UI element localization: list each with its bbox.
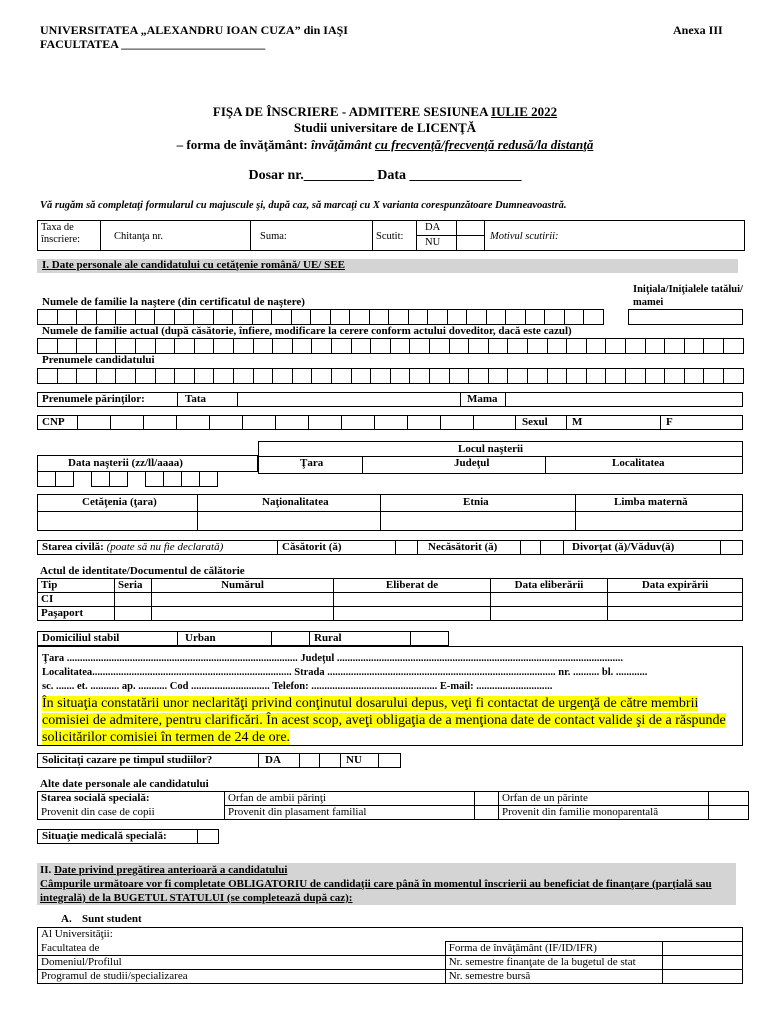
birth-surname-label: Numele de familie la naştere (din certificatul de naştere)	[42, 296, 305, 308]
letter-box[interactable]	[507, 368, 528, 384]
section-1-title: I. Date personale ale candidatului cu cetăţenie română/ UE/ SEE	[42, 259, 345, 271]
letter-box[interactable]	[37, 309, 58, 325]
letter-box[interactable]	[253, 338, 274, 354]
letter-box[interactable]	[466, 309, 487, 325]
letter-box[interactable]	[547, 368, 568, 384]
letter-box[interactable]	[96, 338, 117, 354]
annex-label: Anexa III	[673, 23, 723, 37]
mother-field[interactable]	[506, 393, 742, 406]
letter-box[interactable]	[349, 309, 370, 325]
letter-box[interactable]	[272, 368, 293, 384]
id-header-type: Tip	[38, 579, 115, 593]
letter-box[interactable]	[525, 309, 546, 325]
parents-label: Prenumele părinţilor:	[42, 393, 145, 405]
cnp-digit-divider	[308, 415, 309, 430]
cnp-digit-divider	[275, 415, 276, 430]
letter-box[interactable]	[174, 368, 195, 384]
receipt-label: Chitanţa nr.	[114, 231, 163, 242]
housing-yes-label: DA	[265, 754, 281, 766]
letter-box[interactable]	[488, 368, 509, 384]
letter-box[interactable]	[292, 338, 313, 354]
letter-box[interactable]	[723, 368, 744, 384]
letter-box[interactable]	[213, 309, 234, 325]
letter-box[interactable]	[311, 368, 332, 384]
id-header-issuer: Eliberat de	[334, 579, 491, 593]
orphan-both-label: Orfan de ambii părinţi	[225, 792, 475, 806]
letter-box[interactable]	[253, 368, 274, 384]
medical-label: Situaţie medicală specială:	[42, 830, 167, 842]
single-parent-label: Provenit din familie monoparentală	[499, 806, 709, 820]
letter-box[interactable]	[233, 338, 254, 354]
letter-box[interactable]	[664, 368, 685, 384]
letter-box[interactable]	[564, 309, 585, 325]
dosar-line: Dosar nr.__________ Data ________________	[248, 168, 522, 183]
cnp-digit-divider	[440, 415, 441, 430]
exempt-reason-label: Motivul scutirii:	[490, 231, 559, 242]
domicile-label: Domiciliul stabil	[42, 632, 120, 644]
ethnicity-label: Etnia	[463, 496, 489, 508]
letter-box[interactable]	[468, 368, 489, 384]
page-title	[0, 104, 770, 119]
id-cell[interactable]	[152, 593, 334, 607]
id-cell[interactable]	[115, 593, 152, 607]
letter-box[interactable]	[605, 338, 626, 354]
id-cell[interactable]	[608, 593, 743, 607]
letter-box[interactable]	[272, 338, 293, 354]
faculty-line: FACULTATEA ________________________	[40, 37, 266, 51]
letter-box[interactable]	[566, 338, 587, 354]
letter-box[interactable]	[370, 338, 391, 354]
letter-box[interactable]	[271, 309, 292, 325]
other-data-label: Alte date personale ale candidatului	[40, 778, 209, 790]
section-2-title: Date privind pregătirea anterioară a candidatului	[54, 864, 288, 876]
letter-box[interactable]	[135, 309, 156, 325]
single-label: Necăsătorit (ă)	[428, 541, 498, 553]
birth-country-label: Ţara	[300, 457, 324, 469]
citizenship-label: Cetăţenia (ţara)	[82, 496, 157, 508]
sub-a-title: Sunt student	[82, 913, 142, 925]
orphan-one-label: Orfan de un părinte	[499, 792, 709, 806]
social-status-table	[37, 791, 749, 820]
university-name: UNIVERSITATEA „ALEXANDRU IOAN CUZA” din IAŞI	[40, 23, 348, 37]
cnp-digit-divider	[407, 415, 408, 430]
letter-box[interactable]	[194, 368, 215, 384]
exempt-yes-checkbox[interactable]	[459, 223, 481, 234]
letter-box[interactable]	[388, 309, 409, 325]
exempt-no-checkbox[interactable]	[459, 237, 481, 249]
funded-semesters-label: Nr. semestre finanţate de la bugetul de stat	[445, 956, 662, 970]
letter-box[interactable]	[96, 309, 117, 325]
letter-box[interactable]	[76, 309, 97, 325]
section-2-instructions: Câmpurile următoare vor fi completate OBLIGATORIU de candidaţii care până în momentul înscrierii au beneficiat de finanţare (parţială sau integrală) de la BUGETUL STATULUI (se completează după caz):	[40, 878, 712, 904]
letter-box[interactable]	[311, 338, 332, 354]
letter-box[interactable]	[507, 338, 528, 354]
study-form	[0, 137, 770, 152]
id-doc-table	[37, 578, 743, 621]
letter-box[interactable]	[703, 368, 724, 384]
letter-box[interactable]	[468, 338, 489, 354]
letter-box[interactable]	[115, 368, 136, 384]
id-cell[interactable]	[152, 607, 334, 621]
letter-box[interactable]	[684, 368, 705, 384]
foster-label: Provenit din plasament familial	[225, 806, 475, 820]
orphan-both-checkbox[interactable]	[475, 792, 499, 806]
study-form-field-label: Forma de învăţământ (IF/ID/IFR)	[445, 942, 662, 956]
letter-box[interactable]	[625, 368, 646, 384]
nationality-label: Naţionalitatea	[262, 496, 329, 508]
housing-yes-checkbox[interactable]	[300, 754, 318, 767]
date-digit-box[interactable]	[37, 471, 56, 487]
mother-tongue-label: Limba maternă	[614, 496, 688, 508]
letter-box[interactable]	[330, 309, 351, 325]
section-1-header	[37, 259, 738, 273]
father-field[interactable]	[238, 393, 459, 406]
letter-box[interactable]	[37, 338, 58, 354]
letter-box[interactable]	[76, 368, 97, 384]
contact-notice-text: În situaţia constatării unor neclarităţi privind conţinutul dosarului depus, veţi fi contactat de urgenţă de către membrii comisiei de admitere, pentru clarificări. În acest scop, aveţi obligaţia de a menţiona date de contact valide şi de a răspunde solicitărilor comisiei în termen de 24 de ore.	[42, 696, 726, 745]
id-cell[interactable]	[334, 607, 491, 621]
fee-label: Taxa de înscriere:	[41, 222, 81, 245]
letter-box[interactable]	[605, 368, 626, 384]
letter-box[interactable]	[586, 368, 607, 384]
date-digit-box[interactable]	[55, 471, 74, 487]
session-date: IULIE 2022	[491, 104, 558, 119]
instructions: Vă rugăm să completaţi formularul cu majuscule şi, după caz, să marcaţi cu X varianta corespunzătoare Dumneavoastră.	[40, 200, 567, 211]
scholarship-semesters-field[interactable]	[662, 970, 742, 984]
cnp-sex-divider	[515, 415, 516, 430]
letter-box[interactable]	[291, 309, 312, 325]
married-label: Căsătorit (ă)	[282, 541, 342, 553]
urban-label: Urban	[185, 632, 216, 644]
date-digit-box[interactable]	[91, 471, 110, 487]
child-home-label: Provenit din case de copii	[38, 806, 225, 820]
cnp-label: CNP	[42, 416, 65, 428]
letter-box[interactable]	[194, 338, 215, 354]
id-cell[interactable]	[491, 607, 608, 621]
id-header-issue-date: Data eliberării	[491, 579, 608, 593]
housing-label: Solicitaţi cazare pe timpul studiilor?	[42, 754, 213, 766]
faculty-field[interactable]: Facultatea de	[38, 942, 446, 956]
letter-box[interactable]	[409, 368, 430, 384]
divorced-label: Divorţat (ă)/Văduv(ă)	[572, 541, 675, 553]
housing-no-checkbox[interactable]	[379, 754, 400, 767]
subtitle: Studii universitare de LICENŢĂ	[293, 120, 477, 135]
letter-box[interactable]	[684, 338, 705, 354]
date-digit-box[interactable]	[199, 471, 218, 487]
program-field[interactable]: Programul de studii/specializarea	[38, 970, 446, 984]
letter-box[interactable]	[449, 368, 470, 384]
letter-box[interactable]	[390, 368, 411, 384]
cnp-digit-divider	[341, 415, 342, 430]
urban-checkbox[interactable]	[272, 632, 308, 645]
cnp-digit-divider	[77, 415, 78, 430]
study-form-field[interactable]	[662, 942, 742, 956]
letter-box[interactable]	[703, 338, 724, 354]
exempt-yes-label: DA	[425, 222, 441, 233]
domain-field[interactable]: Domeniul/Profilul	[38, 956, 446, 970]
cnp-digit-divider	[473, 415, 474, 430]
letter-box[interactable]	[645, 368, 666, 384]
letter-box[interactable]	[527, 338, 548, 354]
letter-box[interactable]	[429, 368, 450, 384]
cnp-digit-divider	[242, 415, 243, 430]
civil-status-text: Starea civilă:	[42, 541, 107, 553]
address-line-3[interactable]: sc. ....... et. ........... ap. ........... Cod .............................. Telefon: ................................................ E-mail: .............................	[42, 681, 553, 692]
cnp-digit-divider	[143, 415, 144, 430]
university-field[interactable]: Al Universităţii:	[38, 928, 743, 942]
letter-box[interactable]	[586, 338, 607, 354]
cnp-sex-divider	[566, 415, 567, 430]
letter-box[interactable]	[252, 309, 273, 325]
letter-box[interactable]	[37, 368, 58, 384]
sub-a-letter: A.	[61, 913, 72, 925]
study-form-options: cu frecvenţă/frecvenţă redusă/la distanţă	[374, 137, 594, 152]
date-digit-box[interactable]	[163, 471, 182, 487]
child-home-checkbox[interactable]	[206, 791, 226, 806]
date-digit-box[interactable]	[181, 471, 200, 487]
letter-box[interactable]	[547, 338, 568, 354]
sex-f-label: F	[666, 416, 673, 428]
divorced-checkbox[interactable]	[721, 541, 742, 554]
letter-box[interactable]	[664, 338, 685, 354]
id-cell[interactable]	[334, 593, 491, 607]
civil-status-label	[42, 541, 223, 554]
single-parent-checkbox[interactable]	[709, 806, 749, 820]
letter-box[interactable]	[115, 309, 136, 325]
letter-box[interactable]	[449, 338, 470, 354]
letter-box[interactable]	[625, 338, 646, 354]
birth-county-label: Judeţul	[454, 457, 490, 469]
letter-box[interactable]	[331, 338, 352, 354]
father-label: Tata	[185, 393, 206, 405]
id-header-expiry-date: Data expirării	[608, 579, 743, 593]
orphan-one-checkbox[interactable]	[709, 792, 749, 806]
current-surname-label: Numele de familie actual (după căsătorie, înfiere, modificare la cerere conform actului doveditor, dacă este cazul)	[42, 325, 572, 337]
sex-m-label: M	[572, 416, 583, 428]
letter-box[interactable]	[645, 338, 666, 354]
letter-box[interactable]	[427, 309, 448, 325]
cnp-sex-divider	[660, 415, 661, 430]
letter-box[interactable]	[232, 309, 253, 325]
letter-box[interactable]	[135, 338, 156, 354]
birth-place-label: Locul naşterii	[458, 443, 524, 455]
rural-label: Rural	[314, 632, 342, 644]
letter-box[interactable]	[544, 309, 565, 325]
contact-notice	[42, 695, 732, 746]
address-line-2[interactable]: Localitatea............................................................................ Strada ....................................................................................... nr. .......... bl. ............	[42, 667, 648, 678]
letter-box[interactable]	[488, 338, 509, 354]
letter-box[interactable]	[486, 309, 507, 325]
letter-box[interactable]	[96, 368, 117, 384]
address-line-1[interactable]: Ţara ........................................................................................ Judeţul .............................................................................................................	[42, 653, 624, 664]
letter-box[interactable]	[155, 368, 176, 384]
married-checkbox[interactable]	[396, 541, 416, 554]
housing-no-label: NU	[346, 754, 362, 766]
title-text: FIŞA DE ÎNSCRIERE - ADMITERE SESIUNEA	[212, 104, 492, 119]
letter-box[interactable]	[135, 368, 156, 384]
letter-box[interactable]	[369, 309, 390, 325]
civil-status-note: (poate să nu fie declarată)	[106, 541, 224, 553]
section-2-header	[37, 863, 736, 905]
id-row-ci: CI	[38, 593, 115, 607]
medical-checkbox[interactable]	[198, 830, 218, 843]
letter-box[interactable]	[390, 338, 411, 354]
letter-box[interactable]	[351, 368, 372, 384]
scholarship-semesters-label: Nr. semestre bursă	[445, 970, 662, 984]
letter-box[interactable]	[505, 309, 526, 325]
sex-label: Sexul	[522, 416, 548, 428]
study-form-label: – forma de învăţământ:	[176, 137, 311, 152]
cnp-digit-divider	[110, 415, 111, 430]
id-cell[interactable]	[115, 607, 152, 621]
exempt-label: Scutit:	[376, 231, 404, 242]
id-cell[interactable]	[608, 607, 743, 621]
funded-semesters-field[interactable]	[662, 956, 742, 970]
letter-box[interactable]	[408, 309, 429, 325]
id-header-number: Numărul	[152, 579, 334, 593]
study-form-prefix: învăţământ	[310, 137, 375, 152]
student-table	[37, 927, 743, 984]
birth-locality-label: Localitatea	[612, 457, 665, 469]
letter-box[interactable]	[527, 368, 548, 384]
letter-box[interactable]	[370, 368, 391, 384]
single-checkbox[interactable]	[521, 541, 539, 554]
letter-box[interactable]	[331, 368, 352, 384]
letter-box[interactable]	[154, 309, 175, 325]
letter-box[interactable]	[566, 368, 587, 384]
letter-box[interactable]	[351, 338, 372, 354]
letter-box[interactable]	[310, 309, 331, 325]
letter-box[interactable]	[76, 338, 97, 354]
cnp-digit-divider	[176, 415, 177, 430]
initials-label: Iniţiala/Iniţialele tatălui/ mamei	[633, 284, 743, 308]
letter-box[interactable]	[213, 338, 234, 354]
social-status-label: Starea socială specială:	[38, 792, 225, 806]
mother-label: Mama	[467, 393, 498, 405]
foster-checkbox[interactable]	[475, 806, 499, 820]
section-2-number: II.	[40, 864, 55, 876]
id-doc-label: Actul de identitate/Documentul de călătorie	[40, 565, 245, 577]
rural-checkbox[interactable]	[411, 632, 448, 645]
letter-box[interactable]	[292, 368, 313, 384]
id-row-passport: Paşaport	[38, 607, 115, 621]
letter-box[interactable]	[447, 309, 468, 325]
cnp-digit-divider	[209, 415, 210, 430]
letter-box[interactable]	[429, 338, 450, 354]
letter-box[interactable]	[155, 338, 176, 354]
letter-box[interactable]	[583, 309, 604, 325]
birth-date-label: Data naşterii (zz/ll/aaaa)	[68, 457, 183, 469]
id-header-series: Seria	[115, 579, 152, 593]
id-cell[interactable]	[491, 593, 608, 607]
letter-box[interactable]	[115, 338, 136, 354]
letter-box[interactable]	[193, 309, 214, 325]
initials-field[interactable]	[628, 309, 743, 325]
letter-box[interactable]	[233, 368, 254, 384]
letter-box[interactable]	[57, 338, 78, 354]
letter-box[interactable]	[213, 368, 234, 384]
first-name-label: Prenumele candidatului	[42, 354, 155, 366]
date-digit-box[interactable]	[145, 471, 164, 487]
letter-box[interactable]	[57, 368, 78, 384]
letter-box[interactable]	[174, 338, 195, 354]
exempt-no-label: NU	[425, 237, 441, 248]
sum-label: Suma:	[260, 231, 287, 242]
cnp-digit-divider	[374, 415, 375, 430]
letter-box[interactable]	[723, 338, 744, 354]
letter-box[interactable]	[409, 338, 430, 354]
letter-box[interactable]	[57, 309, 78, 325]
letter-box[interactable]	[174, 309, 195, 325]
date-digit-box[interactable]	[109, 471, 128, 487]
